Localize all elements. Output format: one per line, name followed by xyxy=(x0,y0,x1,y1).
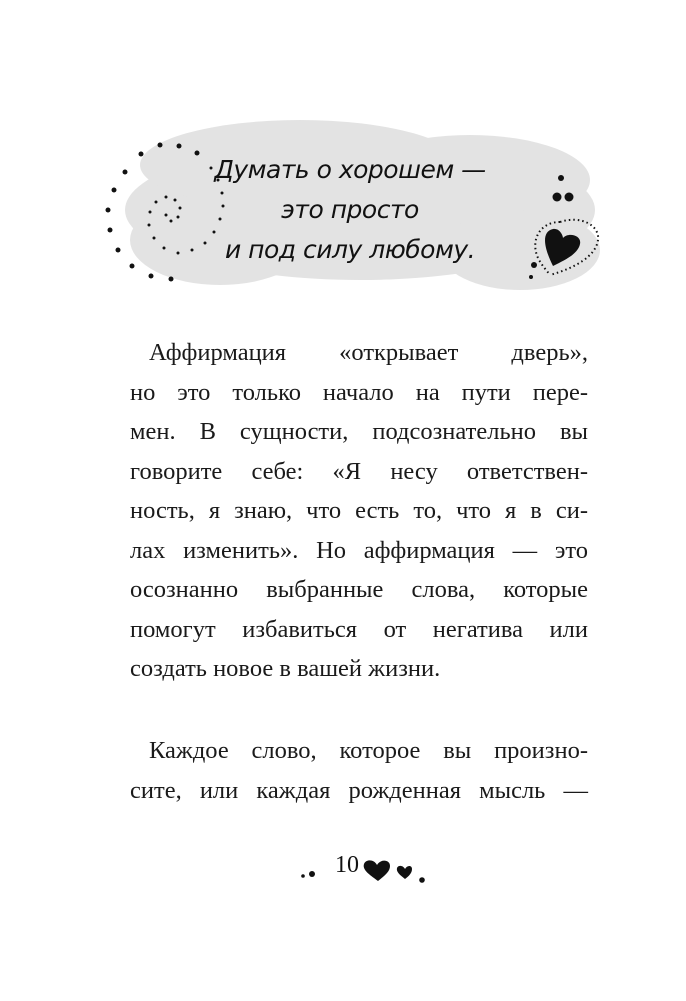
text-line: говорите себе: «Я несу ответствен- xyxy=(130,457,588,485)
quote-line: это просто xyxy=(281,195,419,224)
text-line: помогут избавиться от негатива или xyxy=(130,615,588,643)
text-line: Каждое слово, которое вы произно- xyxy=(149,737,588,764)
text-line: Аффирмация «открывает дверь», xyxy=(149,339,588,366)
text-line: осознанно выбранные слова, которые xyxy=(130,576,588,603)
text-line: лах изменить». Но аффирмация — это xyxy=(130,536,588,564)
text-line: ность, я знаю, что есть то, что я в си- xyxy=(130,497,588,524)
text-line: сите, или каждая рожденная мысль — xyxy=(130,776,588,804)
paragraph-1 xyxy=(130,333,588,689)
page-number: 10 xyxy=(335,852,359,878)
page-footer xyxy=(300,852,440,886)
footer-dots-hearts-icon xyxy=(300,852,440,886)
text-line: мен. В сущности, подсознательно вы xyxy=(130,418,588,445)
text-line: создать новое в вашей жизни. xyxy=(130,655,441,682)
paragraph-2 xyxy=(130,731,588,810)
quote-line: Думать о хорошем — xyxy=(214,155,486,184)
text-line: но это только начало на пути пере- xyxy=(130,378,588,406)
quote-text xyxy=(200,150,500,270)
quote-line: и под силу любому. xyxy=(224,235,476,264)
